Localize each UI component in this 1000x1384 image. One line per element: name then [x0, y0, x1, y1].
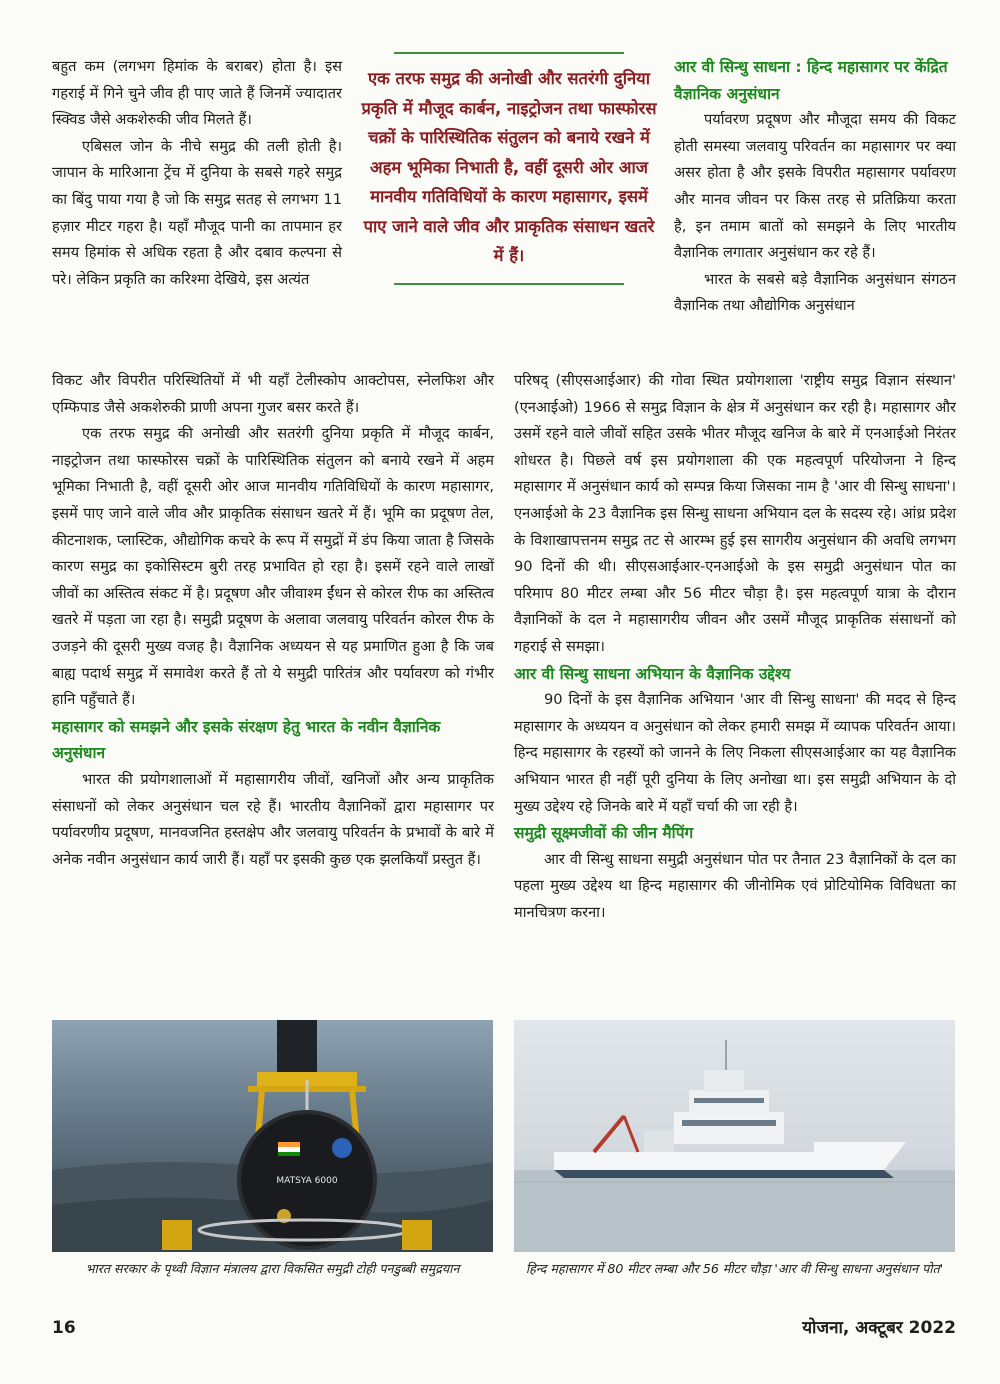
paragraph: बहुत कम (लगभग हिमांक के बराबर) होता है। इस गहराई में गिने चुने जीव ही पाए जाते हैं जिनमें ज्यादातर स्क्विड जैसे अकशेरुकी जीव मिलते हैं।	[52, 58, 342, 129]
paragraph: विकट और विपरीत परिस्थितियों में भी यहाँ टेलीस्कोप आक्टोपस, स्नेलफिश और एम्फिपाड जैसे अकशेरुकी प्राणी अपना गुजर बसर करते हैं।	[52, 372, 494, 416]
page-number: 16	[52, 1318, 76, 1338]
pull-quote-text: एक तरफ समुद्र की अनोखी और सतरंगी दुनिया प्रकृति में मौजूद कार्बन, नाइट्रोजन तथा फास्फोरस चक्रों के पारिस्थितिक संतुलन को बनाये रखने में अहम भूमिका निभाती है, वहीं दूसरी ओर आज मानवीय गतिविधियों के कारण महासागर, इसमें पाए जाने वाले जीव और प्राकृतिक संसाधन खतरे में हैं।	[361, 69, 657, 265]
paragraph: एबिसल जोन के नीचे समुद्र की तली होती है। जापान के मारिआना ट्रेंच में दुनिया के सबसे गहरे समुद्र का बिंदु पाया गया है जो कि समुद्र सतह से लगभग 11 हज़ार मीटर गहरा है। यहाँ मौजूद पानी का तापमान हर समय हिमांक से अधिक रहता है और दबाव कल्पना से परे। लेकिन प्रकृति का करिश्मा देखिये, इस अत्यंत	[52, 137, 342, 288]
journal-name: योजना, अक्टूबर 2022	[802, 1318, 956, 1338]
paragraph: एक तरफ समुद्र की अनोखी और सतरंगी दुनिया प्रकृति में मौजूद कार्बन, नाइट्रोजन तथा फास्फोरस चक्रों के पारिस्थितिक संतुलन को बनाये रखने में अहम भूमिका निभाती है, वहीं दूसरी ओर आज मानवीय गतिविधियों के कारण महासागर, इसमें पाए जाने वाले जीव और प्राकृतिक संसाधन खतरे में हैं। भूमि का प्रदूषण तेल, कीटनाशक, प्लास्टिक, औद्योगिक कचरे के रूप में समुद्रों में डंप किया जाता है जिसके कारण समुद्र का इकोसिस्टम बुरी तरह प्रभावित हो रहा है। इसमें रहने वाले लाखों जीवों का अस्तित्व संकट में है। प्रदूषण और जीवाश्म ईंधन से कोरल रीफ का अस्तित्व खतरे में पड़ता जा रहा है। समुद्री प्रदूषण के अलावा जलवायु परिवर्तन कोरल रीफ के उजड़ने की दूसरी मुख्य वजह है। वैज्ञानिक अध्ययन से यह प्रमाणित हुआ है कि जब बाह्य पदार्थ समुद्र में समावेश करते हैं तो ये समुद्री पारितंत्र और पर्यावरण को गंभीर हानि पहुँचाते हैं।	[52, 425, 494, 709]
paragraph: पर्यावरण प्रदूषण और मौजूदा समय की विकट होती समस्या जलवायु परिवर्तन का महासागर पर क्या असर होता है और इसके विपरीत महासागर पर्यावरण और मानव जीवन पर किस तरह से प्रतिक्रिया करता है, इन तमाम बातों को समझने के लिए भारतीय वैज्ञानिक लगातार अनुसंधान कर रहे हैं।	[674, 111, 956, 262]
pull-quote-bottom-rule	[394, 283, 624, 285]
submersible-photo	[52, 1020, 493, 1252]
paragraph: 90 दिनों के इस वैज्ञानिक अभियान 'आर वी सिन्धु साधना' की मदद से हिन्द महासागर के अध्ययन व अनुसंधान को लेकर हमारी समझ में व्यापक परिवर्तन आया। हिन्द महासागर के रहस्यों को जानने के लिए निकला सीएसआईआर का यह वैज्ञानिक अभियान भारत ही नहीं पूरी दुनिया के लिए अनोखा था। इस समुद्री अभियान के दो मुख्य उद्देश्य रहे जिनके बारे में यहाँ चर्चा की जा रही है।	[514, 691, 956, 815]
photo-caption: भारत सरकार के पृथ्वी विज्ञान मंत्रालय द्वारा विकसित समुद्री टोही पनडुब्बी समुद्रयान	[85, 1261, 460, 1276]
section-heading: आर वी सिन्धु साधना अभियान के वैज्ञानिक उद्देश्य	[514, 664, 791, 683]
section-heading: महासागर को समझने और इसके संरक्षण हेतु भारत के नवीन वैज्ञानिक अनुसंधान	[52, 717, 441, 763]
photo-caption: हिन्द महासागर में 80 मीटर लम्बा और 56 मीटर चौड़ा 'आर वी सिन्धु साधना अनुसंधान पोत'	[525, 1261, 944, 1276]
paragraph: भारत के सबसे बड़े वैज्ञानिक अनुसंधान संगठन वैज्ञानिक तथा औद्योगिक अनुसंधान	[674, 270, 956, 315]
paragraph: परिषद् (सीएसआईआर) की गोवा स्थित प्रयोगशाला 'राष्ट्रीय समुद्र विज्ञान संस्थान' (एनआईओ) 1966 से समुद्र विज्ञान के क्षेत्र में अनुसंधान कर रही है। महासागर और उसमें रहने वाले जीवों सहित उसके भीतर मौजूद खनिज के बारे में एनआईओ निरंतर शोधरत है। पिछले वर्ष इस प्रयोगशाला की एक महत्वपूर्ण परियोजना ने हिन्द महासागर में अनुसंधान कार्य को सम्पन्न किया जिसका नाम है 'आर वी सिन्धु साधना'। एनआईओ के 23 वैज्ञानिक इस सिन्धु साधना अभियान दल के सदस्य रहे। आंध्र प्रदेश के विशाखापत्तनम समुद्र तट से आरम्भ हुई इस सागरीय अनुसंधान की अवधि लगभग 90 दिनों की थी। सीएसआईआर-एनआईओ के इस समुद्री अनुसंधान पोत का परिमाप 80 मीटर लम्बा और 56 मीटर चौड़ा है। इस महत्वपूर्ण यात्रा के दौरान वैज्ञानिकों के दल ने महासागरीय जीवन और उसमें मौजूद प्राकृतिक संसाधनों को गहराई से समझा।	[514, 372, 956, 655]
submersible-label: MATSYA 6000	[276, 1176, 338, 1186]
column-right	[514, 368, 956, 926]
submersible-illustration	[52, 1020, 493, 1252]
section-heading: आर वी सिन्धु साधना : हिन्द महासागर पर केंद्रित वैज्ञानिक अनुसंधान	[674, 58, 948, 103]
ship-illustration	[514, 1020, 955, 1252]
paragraph: भारत की प्रयोगशालाओं में महासागरीय जीवों, खनिजों और अन्य प्राकृतिक संसाधनों को लेकर अनुसंधान चल रहे हैं। भारतीय वैज्ञानिकों द्वारा महासागर पर पर्यावरणीय प्रदूषण, मानवजनित हस्तक्षेप और जलवायु परिवर्तन के प्रभावों के बारे में अनेक नवीन अनुसंधान कार्य जारी हैं। यहाँ पर इसकी कुछ एक झलकियाँ प्रस्तुत हैं।	[52, 770, 494, 868]
pull-quote	[354, 52, 664, 358]
research-vessel-photo	[514, 1020, 955, 1252]
column-left	[52, 368, 494, 873]
paragraph: आर वी सिन्धु साधना समुद्री अनुसंधान पोत पर तैनात 23 वैज्ञानिकों के दल का पहला मुख्य उद्देश्य था हिन्द महासागर की जीनोमिक एवं प्रोटियोमिक विविधता का मानचित्रण करना।	[514, 850, 956, 921]
column-top-right	[674, 54, 956, 320]
section-heading: समुद्री सूक्ष्मजीवों की जीन मैपिंग	[514, 824, 694, 843]
column-top-left	[52, 54, 342, 293]
